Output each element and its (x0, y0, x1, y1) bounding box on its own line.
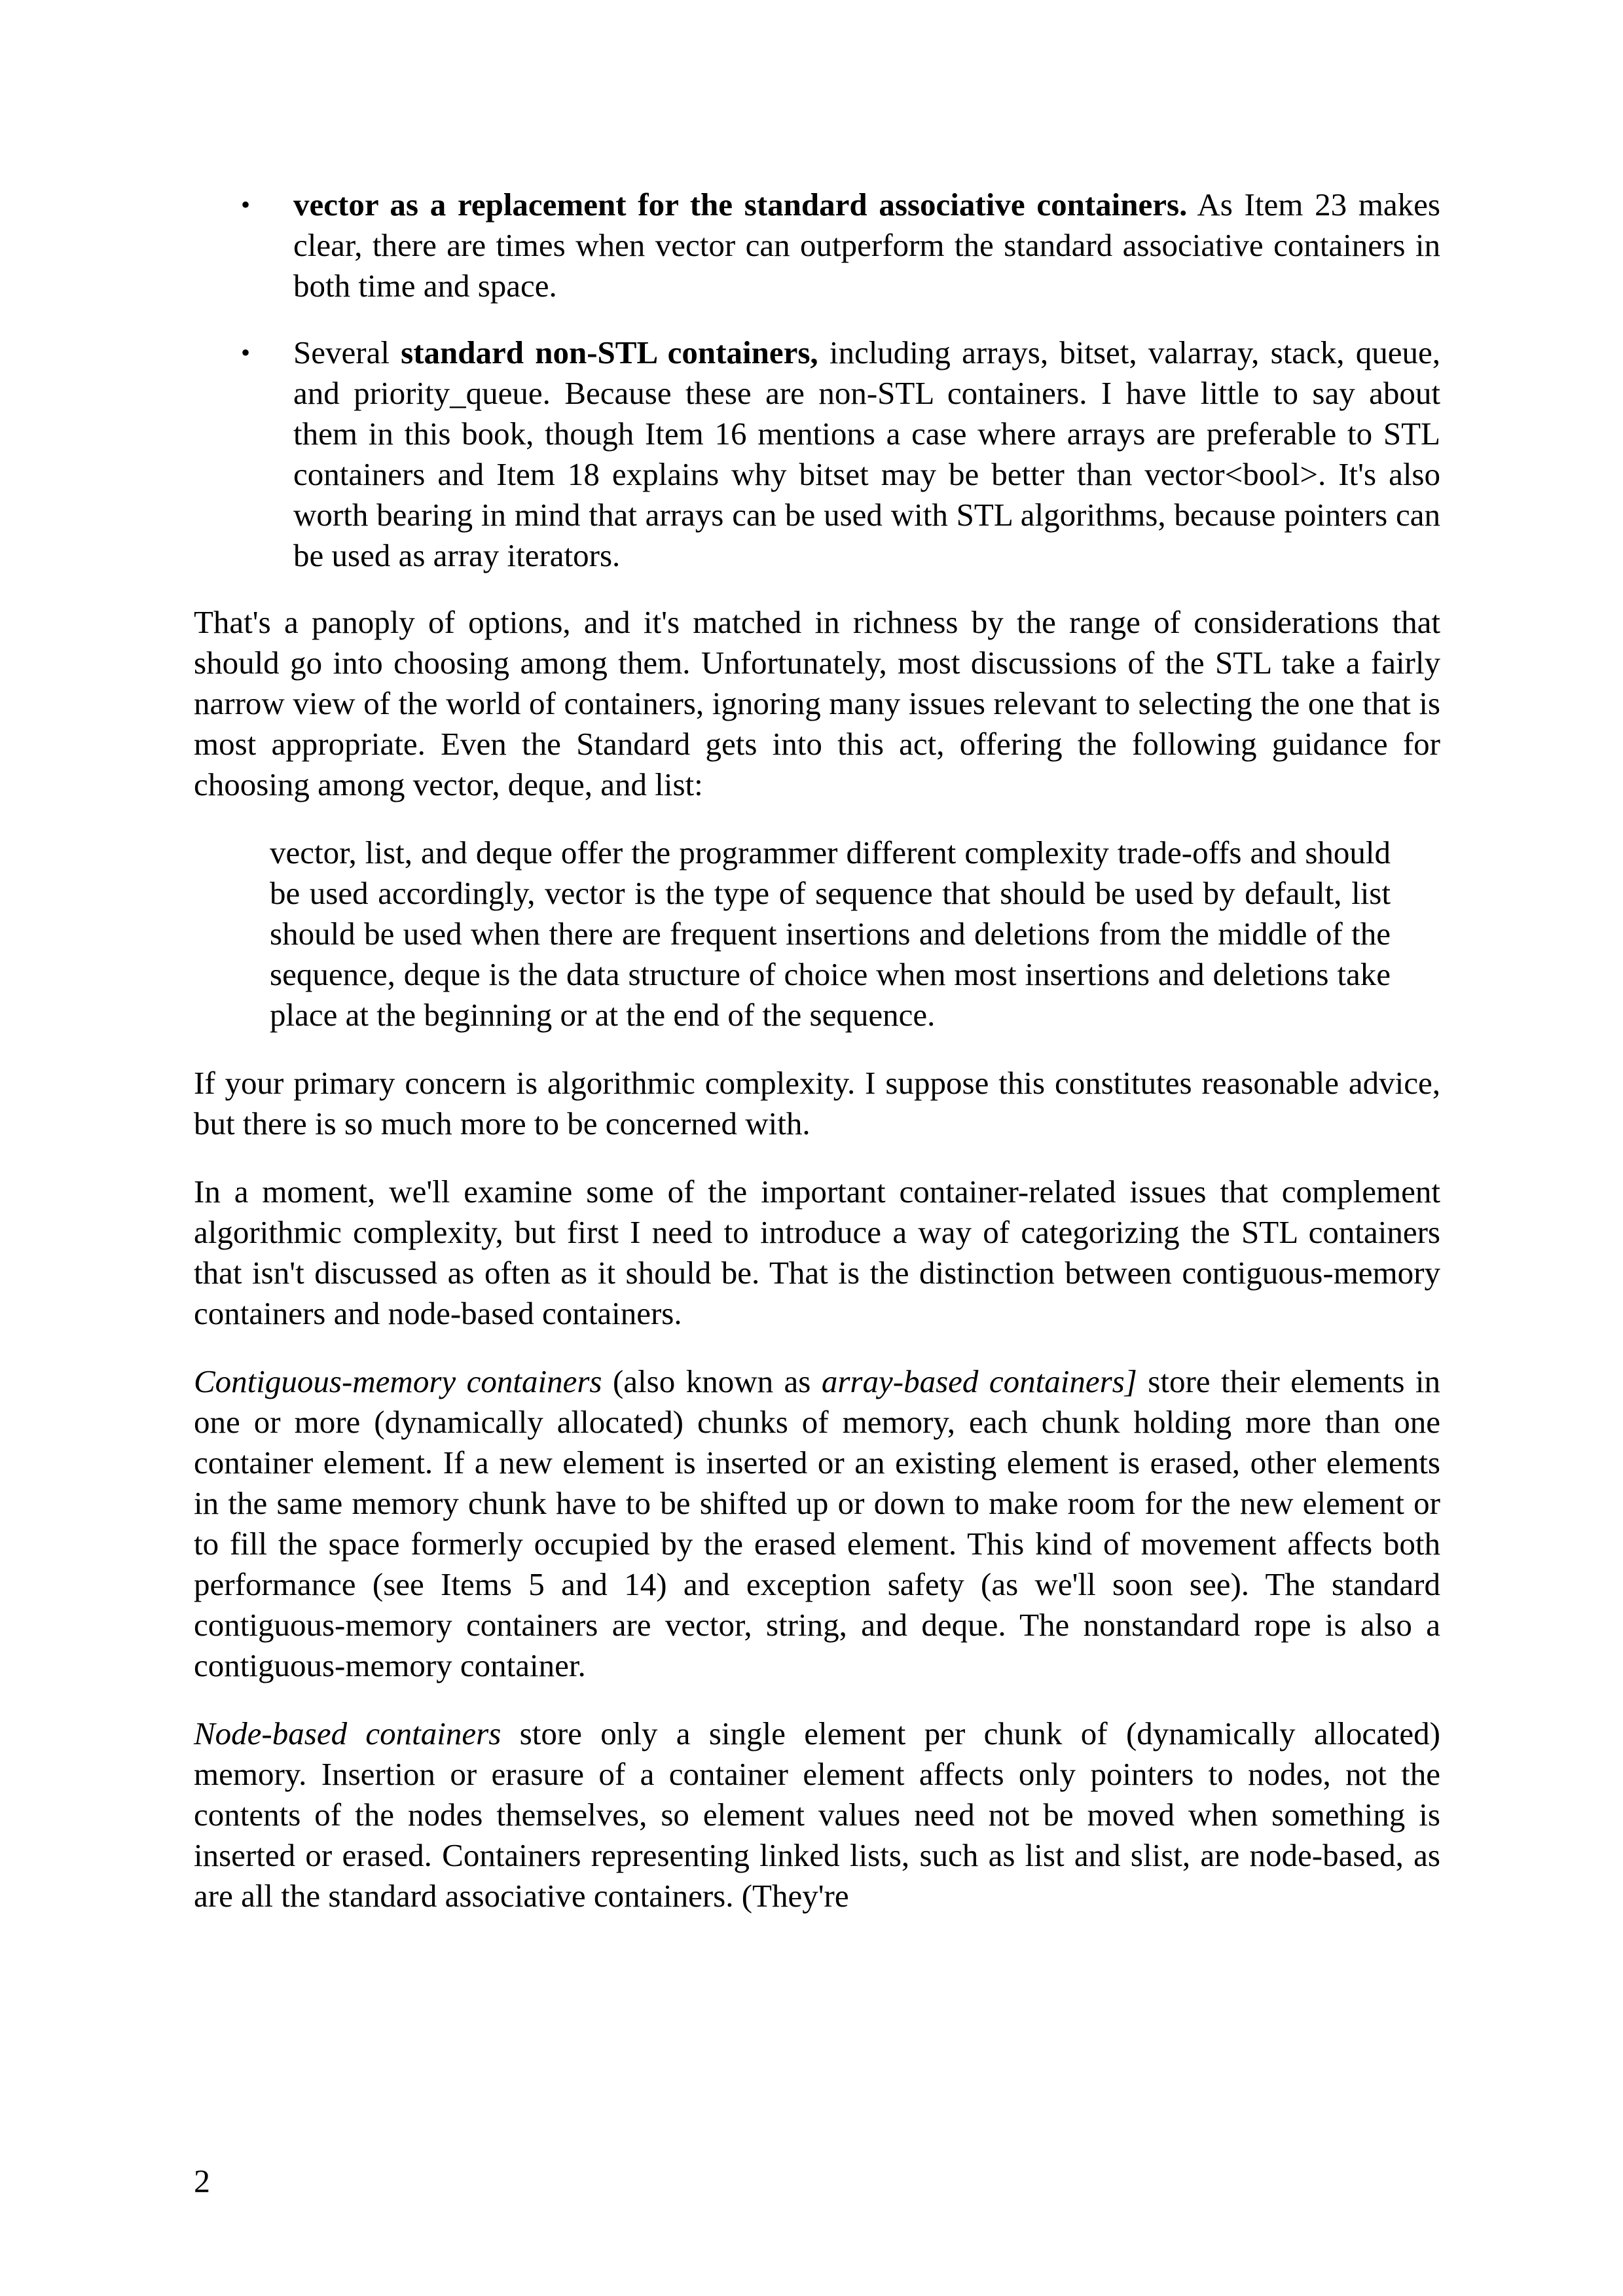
list-item-non-stl-containers (194, 332, 1440, 576)
paragraph-text: store only a single element per chunk of (dynamically allocated) memory. Insertion or erasure of a container element affects only pointers to nodes, not the contents of the nodes themselves, so element values need not be moved when something is inserted or erased. Containers representing linked lists, such as list and slist, are node-based, as are all the standard associative containers. (They're (194, 1715, 1440, 1914)
paragraph-node-based (194, 1713, 1440, 1916)
bullet-icon: • (241, 338, 251, 367)
term-contiguous-memory: Contiguous-memory containers (194, 1363, 602, 1399)
paragraph-text: (also known as (602, 1363, 822, 1399)
page-body (194, 185, 1440, 1944)
bullet-heading: vector as a replacement for the standard associative containers. (293, 187, 1188, 223)
bullet-heading: standard non-STL containers, (401, 334, 818, 370)
bullet-text: As Item 23 makes clear, there are times when vector can outperform the standard associative containers in both time and space. (293, 187, 1441, 304)
paragraph-concern: If your primary concern is algorithmic complexity. I suppose this constitutes reasonable advice, but there is so much more to be concerned with. (194, 1065, 1440, 1141)
bullet-prefix: Several (293, 334, 401, 370)
paragraph-contiguous-memory (194, 1361, 1440, 1686)
standard-guidance-quote: vector, list, and deque offer the programmer different complexity trade-offs and should be used accordingly, vector is the type of sequence that should be used by default, list should be used when there are frequent insertions and deletions from the middle of the sequence, deque is the data structure of choice when most insertions and deletions take place at the beginning or at the end of the sequence. (270, 834, 1391, 1033)
bullet-icon: • (241, 190, 251, 219)
paragraph-text: store their elements in one or more (dynamically allocated) chunks of memory, each chunk holding more than one container element. If a new element is inserted or an existing element is erased, other elements in the same memory chunk have to be shifted up or down to make room for the new element or to fill the space formerly occupied by the erased element. This kind of movement affects both performance (see Items 5 and 14) and exception safety (as we'll soon see). The standard contiguous-memory containers are vector, string, and deque. The nonstandard rope is also a contiguous-memory container. (194, 1363, 1441, 1683)
term-array-based: array-based containers] (821, 1363, 1137, 1399)
term-node-based: Node-based containers (194, 1715, 501, 1751)
container-options-list (194, 185, 1440, 576)
bullet-text: including arrays, bitset, valarray, stack, queue, and priority_queue. Because these are non-STL containers. I have little to say about them in this book, though Item 16 mentions a case where arrays are preferable to STL containers and Item 18 explains why bitset may be better than vector<bool>. It's also worth bearing in mind that arrays can be used with STL algorithms, because pointers can be used as array iterators. (293, 334, 1440, 573)
list-item-vector-replacement (194, 185, 1440, 306)
paragraph-moment: In a moment, we'll examine some of the important container-related issues that complement algorithmic complexity, but first I need to introduce a way of categorizing the STL containers that isn't discussed as often as it should be. That is the distinction between contiguous-memory containers and node-based containers. (194, 1174, 1440, 1331)
paragraph-panoply: That's a panoply of options, and it's matched in richness by the range of considerations that should go into choosing among them. Unfortunately, most discussions of the STL take a fairly narrow view of the world of containers, ignoring many issues relevant to selecting the one that is most appropriate. Even the Standard gets into this act, offering the following guidance for choosing among vector, deque, and list: (194, 604, 1440, 802)
page-number: 2 (194, 2162, 210, 2199)
